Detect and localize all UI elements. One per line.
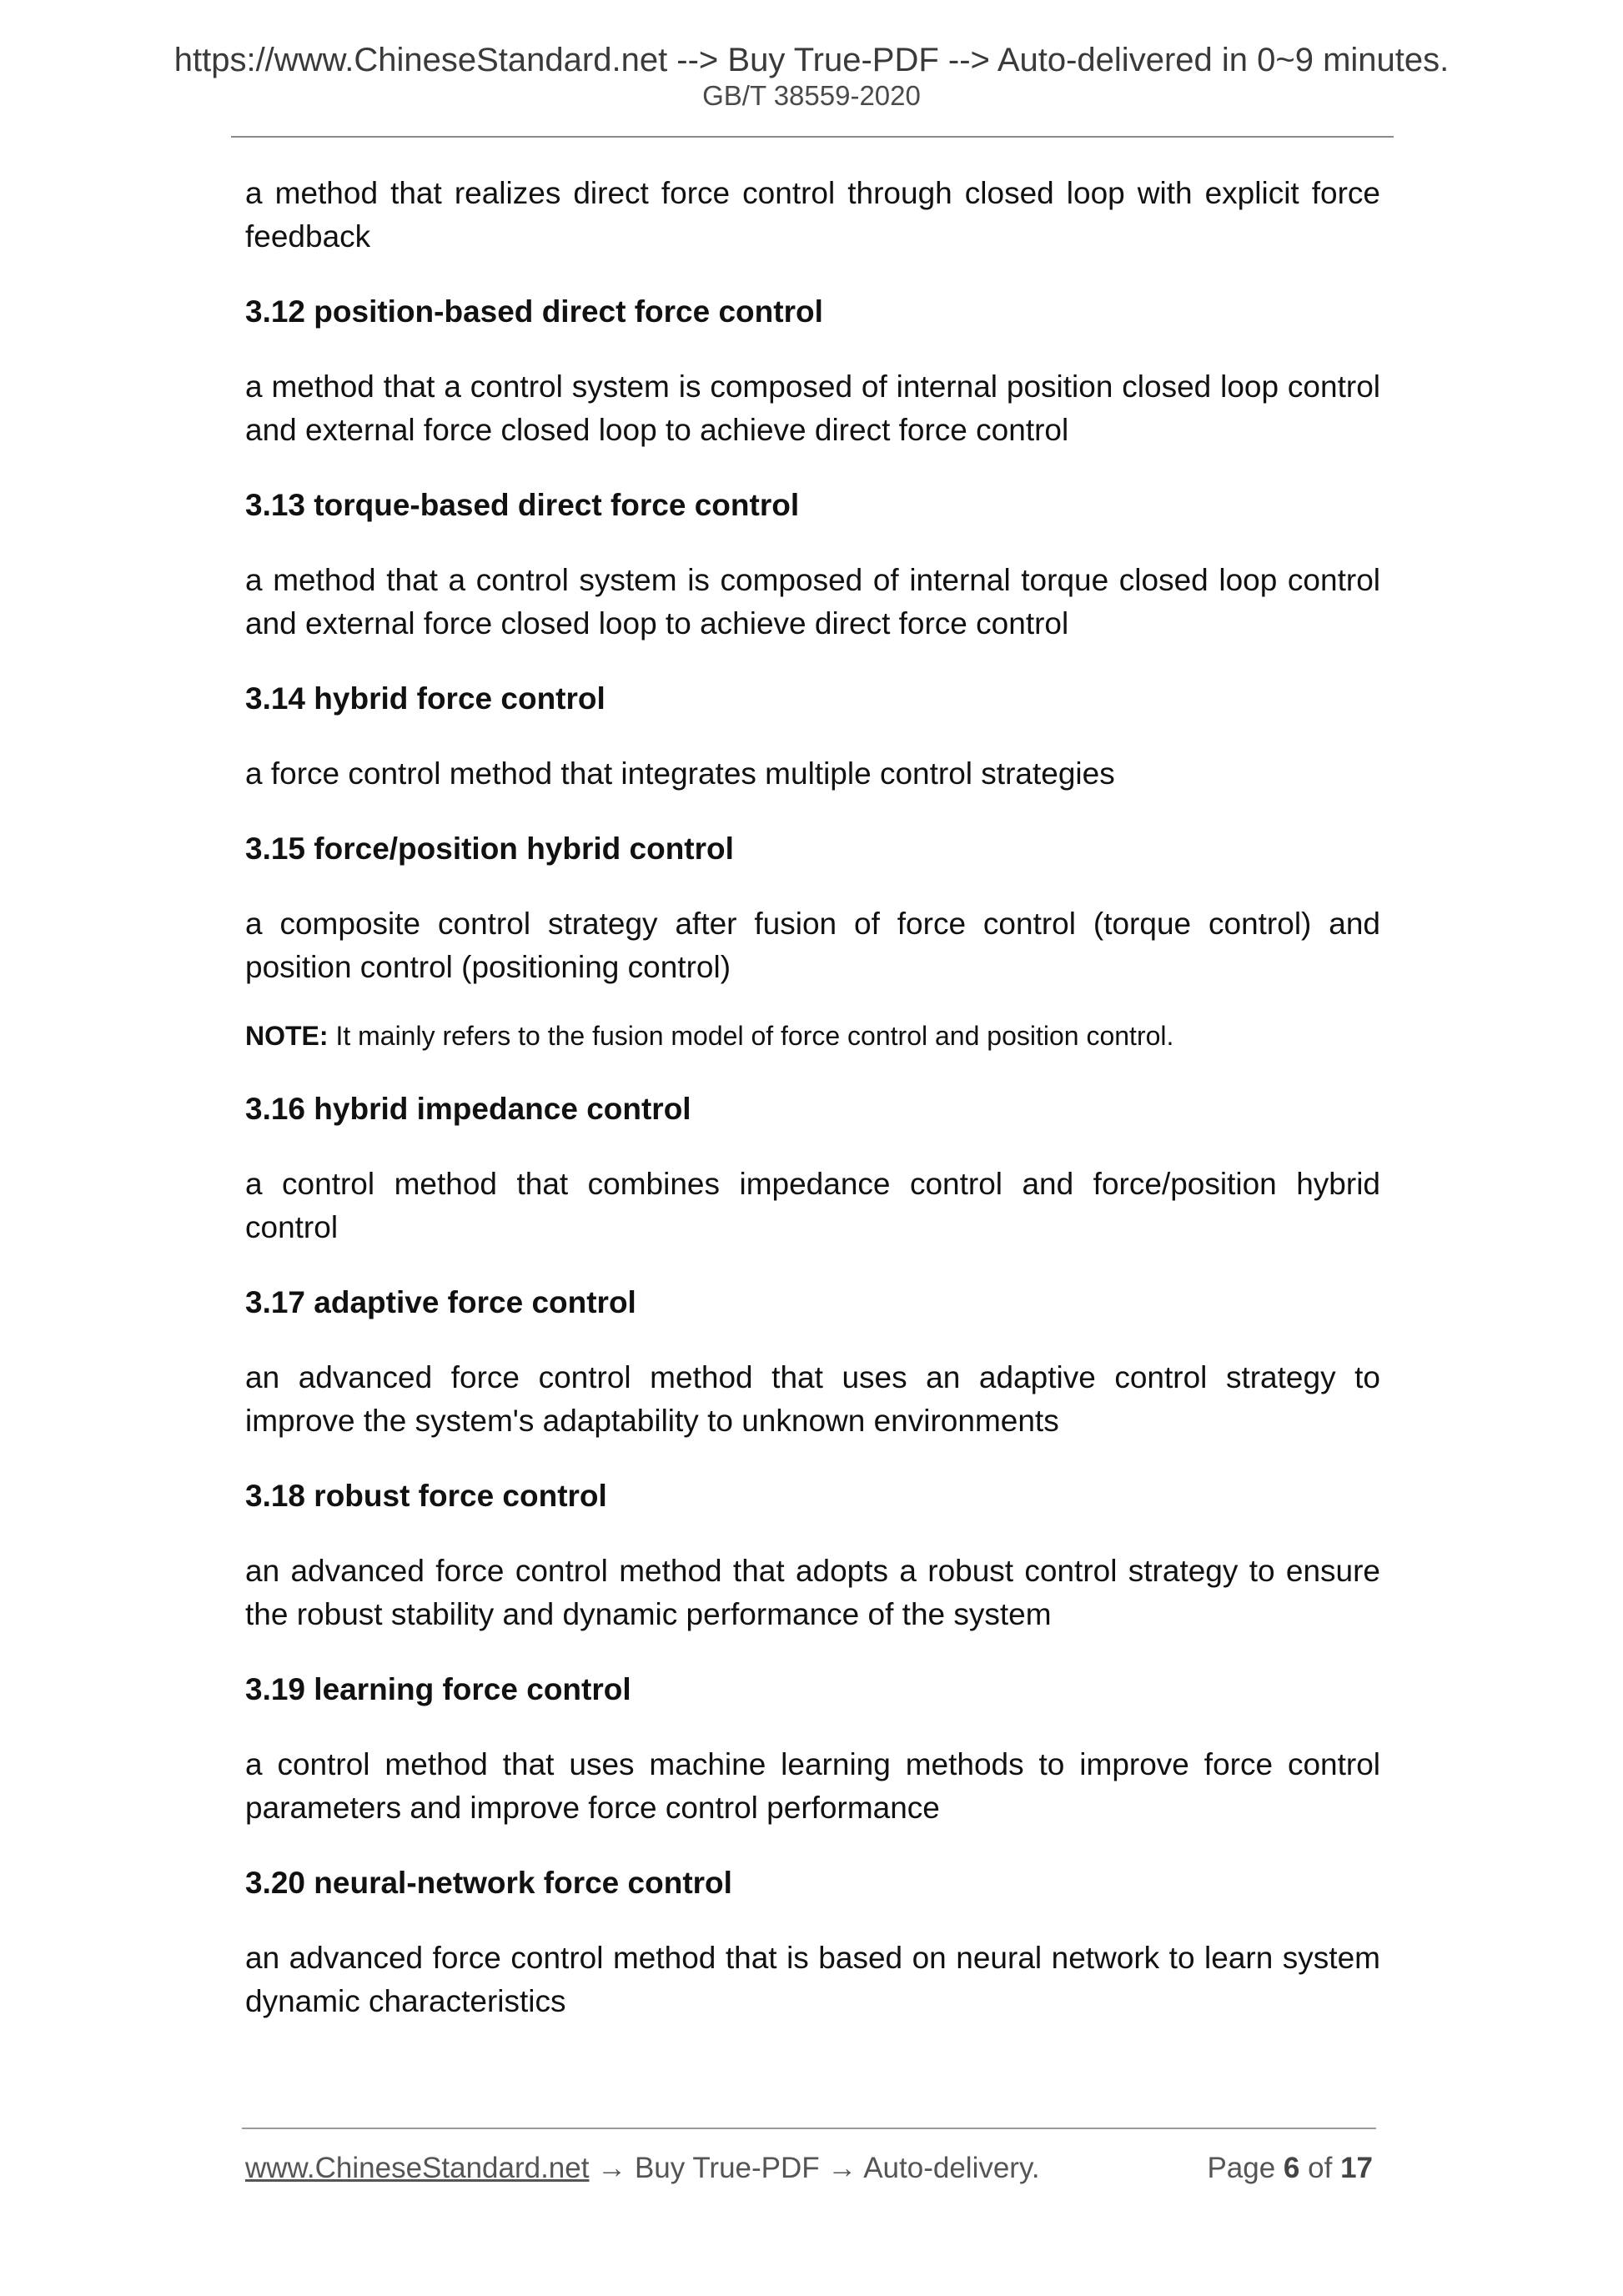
arrow-right-icon: → [597,2152,627,2184]
term-heading: 3.17 adaptive force control [245,1285,636,1319]
term-heading: 3.20 neural-network force control [245,1866,732,1900]
header-divider [231,136,1394,138]
term-3-19 [245,1668,1380,1830]
document-body [245,172,1380,2055]
term-heading: 3.16 hybrid impedance control [245,1092,691,1126]
page-label: Page [1207,2152,1276,2184]
total-pages: 17 [1340,2152,1373,2184]
site-banner: https://www.ChineseStandard.net --> Buy True-PDF --> Auto-delivered in 0~9 minutes. [173,42,1450,78]
term-3-20 [245,1861,1380,2023]
term-definition: a control method that uses machine learning methods to improve force control parameters and improve force control performance [245,1747,1380,1825]
buy-text: Buy True-PDF [634,2152,820,2184]
term-note [245,1017,1380,1054]
term-heading: 3.12 position-based direct force control [245,294,823,329]
footer-promo [245,2150,1040,2187]
term-definition: an advanced force control method that is based on neural network to learn system dynamic characteristics [245,1941,1380,2018]
term-heading: 3.18 robust force control [245,1479,607,1513]
term-3-16 [245,1088,1380,1249]
term-heading: 3.14 hybrid force control [245,681,605,716]
term-heading: 3.15 force/position hybrid control [245,831,734,866]
page-number: 6 [1283,2152,1300,2184]
term-definition: a control method that combines impedance control and force/position hybrid control [245,1167,1380,1244]
term-definition: a force control method that integrates multiple control strategies [245,756,1115,791]
term-3-17 [245,1281,1380,1443]
term-definition: an advanced force control method that uses an adaptive control strategy to improve the system's adaptability to unknown environments [245,1360,1380,1438]
note-label: NOTE: [245,1021,329,1051]
term-3-12 [245,290,1380,452]
term-heading: 3.13 torque-based direct force control [245,488,800,522]
term-3-18 [245,1475,1380,1636]
term-definition: a method that a control system is composed of internal torque closed loop control and external force closed loop to achieve direct force control [245,563,1380,641]
term-3-15 [245,827,1380,1054]
term-definition: a composite control strategy after fusion of force control (torque control) and position control (positioning control) [245,907,1380,984]
of-label: of [1308,2152,1333,2184]
page-indicator [1207,2150,1373,2187]
arrow-right-icon: → [827,2152,857,2184]
term-heading: 3.19 learning force control [245,1672,631,1706]
footer-divider [242,2128,1376,2129]
note-text: It mainly refers to the fusion model of force control and position control. [335,1021,1174,1051]
term-definition: a method that a control system is composed of internal position closed loop control and external force closed loop to achieve direct force control [245,369,1380,447]
site-link[interactable]: www.ChineseStandard.net [245,2152,590,2184]
standard-code: GB/T 38559-2020 [702,80,921,111]
term-3-14 [245,677,1380,796]
term-definition: an advanced force control method that adopts a robust control strategy to ensure the robust stability and dynamic performance of the system [245,1554,1380,1631]
term-3-13 [245,484,1380,646]
delivery-text: Auto-delivery. [863,2152,1040,2184]
continued-definition: a method that realizes direct force control through closed loop with explicit force feedback [245,176,1380,254]
